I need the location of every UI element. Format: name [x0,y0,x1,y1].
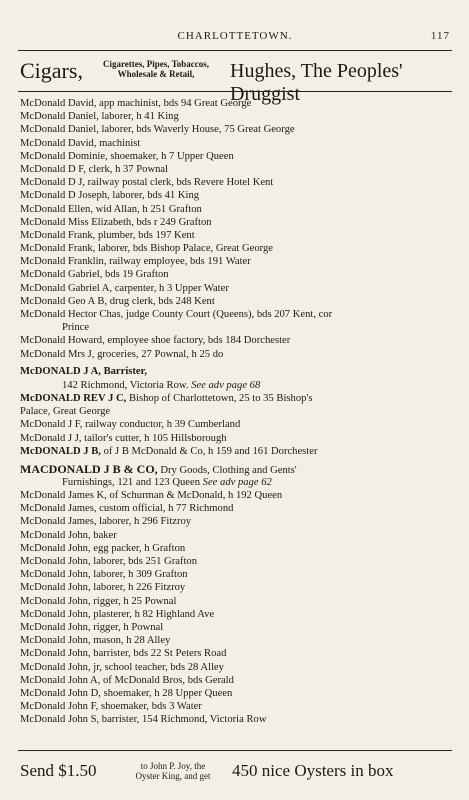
list-item: McDonald Miss Elizabeth, bds r 249 Grafton [20,216,212,228]
list-item: McDonald John, rigger, h 25 Pownal [20,595,177,607]
bottom-advertisement [18,755,452,787]
featured-entry-jb [20,445,450,458]
list-item: McDonald Gabriel, bds 19 Grafton [20,269,169,281]
entry-name: McDONALD J A, Barrister, [20,365,148,377]
featured-entry-jbco [20,458,450,476]
list-item: McDonald Daniel, laborer, bds Waverly House, 75 Great George [20,124,295,136]
entry-address: 142 Richmond, Victoria Row. [62,379,189,391]
ad-small-text [118,761,228,781]
list-item: McDonald Hector Chas, judge County Court (Queens), bds 207 Kent, cor [20,309,333,320]
list-item: McDonald James, custom official, h 77 Richmond [20,503,234,515]
see-adv-note: See adv page 68 [191,379,261,391]
ad-small-text [86,59,226,79]
page-number: 117 [430,30,450,42]
list-item: McDonald Ellen, wid Allan, h 251 Grafton [20,203,202,215]
list-item: McDonald John, laborer, bds 251 Grafton [20,556,197,567]
list-item-continuation: Palace, Great George [20,406,111,418]
list-item: McDonald John, laborer, h 226 Fitzroy [20,582,186,594]
entry-detail: Dry Goods, Clothing and Gents' [160,464,297,476]
ad-small-line-2: Oyster King, and get [135,771,211,781]
list-item: McDonald John, barrister, bds 22 St Peters Road [20,648,227,660]
list-item: McDonald John D, shoemaker, h 28 Upper Queen [20,687,233,699]
list-item: McDonald John, rigger, h Pownal [20,621,164,633]
list-item: McDonald James K, of Schurman & McDonald, h 192 Queen [20,490,283,502]
list-item: McDonald Frank, laborer, bds Bishop Palace, Great George [20,243,273,255]
list-item: McDonald James, laborer, h 296 Fitzroy [20,516,192,528]
list-item: McDonald Daniel, laborer, h 41 King [20,111,179,123]
directory-listings [20,97,450,726]
page-header [20,30,450,46]
list-item: McDonald D J, railway postal clerk, bds Revere Hotel Kent [20,177,274,189]
ad-small-line-1: to John P. Joy, the [140,761,206,771]
ad-small-line-2: Wholesale & Retail, [117,69,195,79]
ad-small-line-1: Cigarettes, Pipes, Tobaccos, [102,59,210,69]
footer-rule [18,750,452,751]
ad-cigars: Cigars, [20,58,83,83]
entry-detail: of J B McDonald & Co, h 159 and 161 Dorchester [103,445,318,457]
list-item: McDonald David, app machinist, bds 94 Great George [20,98,252,109]
list-item: McDonald John, mason, h 28 Alley [20,635,171,647]
list-item: McDonald John A, of McDonald Bros, bds Gerald [20,674,234,686]
running-head: CHARLOTTETOWN. [177,30,293,42]
list-item: McDonald Howard, employee shoe factory, bds 184 Dorchester [20,335,291,347]
header-rule [18,50,452,51]
see-adv-note: See adv page 62 [202,476,272,488]
featured-entry-jbco-cont [20,476,450,489]
entry-detail: Bishop of Charlottetown, 25 to 35 Bishop's [128,392,313,404]
list-item: McDonald Gabriel A, carpenter, h 3 Upper Water [20,282,229,294]
list-item: McDonald John, baker [20,529,117,541]
list-item: McDonald Franklin, railway employee, bds 191 Water [20,256,251,268]
list-item: McDonald Geo A B, drug clerk, bds 248 Kent [20,295,215,307]
list-item: McDonald J J, tailor's cutter, h 105 Hillsborough [20,432,227,444]
list-item: McDonald John, egg packer, h Grafton [20,542,186,554]
list-item: McDonald John F, shoemaker, bds 3 Water [20,701,202,713]
featured-entry-ja-address [20,379,450,392]
featured-entry-ja [20,361,450,379]
list-item: McDonald John, plasterer, h 82 Highland Ave [20,608,215,620]
entry-address: Furnishings, 121 and 123 Queen [62,476,201,488]
ad-send-price: Send $1.50 [20,761,97,780]
list-item: McDonald Dominie, shoemaker, h 7 Upper Queen [20,150,234,162]
list-item: McDonald Frank, plumber, bds 197 Kent [20,229,195,241]
list-item: McDonald John S, barrister, 154 Richmond, Victoria Row [20,714,267,726]
ad-rule [18,91,452,92]
entry-name: MACDONALD J B & CO, [20,461,158,476]
ad-druggist: Hughes, The Peoples' Druggist [230,60,403,105]
list-item: McDonald John, laborer, h 309 Grafton [20,569,188,581]
featured-entry-rev [20,392,450,405]
entry-name: McDONALD J B, [20,445,101,457]
list-item: McDonald J F, railway conductor, h 39 Cumberland [20,419,241,431]
list-item: McDonald D F, clerk, h 37 Pownal [20,163,169,175]
list-item: McDonald D Joseph, laborer, bds 41 King [20,190,200,202]
list-item: McDonald Mrs J, groceries, 27 Pownal, h 25 do [20,348,224,360]
list-item-continuation: Prince [62,322,90,334]
list-item: McDonald David, machinist [20,137,141,149]
ad-oysters: 450 nice Oysters in box [232,761,394,780]
entry-name: McDONALD REV J C, [20,392,127,404]
list-item: McDonald John, jr, school teacher, bds 28 Alley [20,661,224,673]
